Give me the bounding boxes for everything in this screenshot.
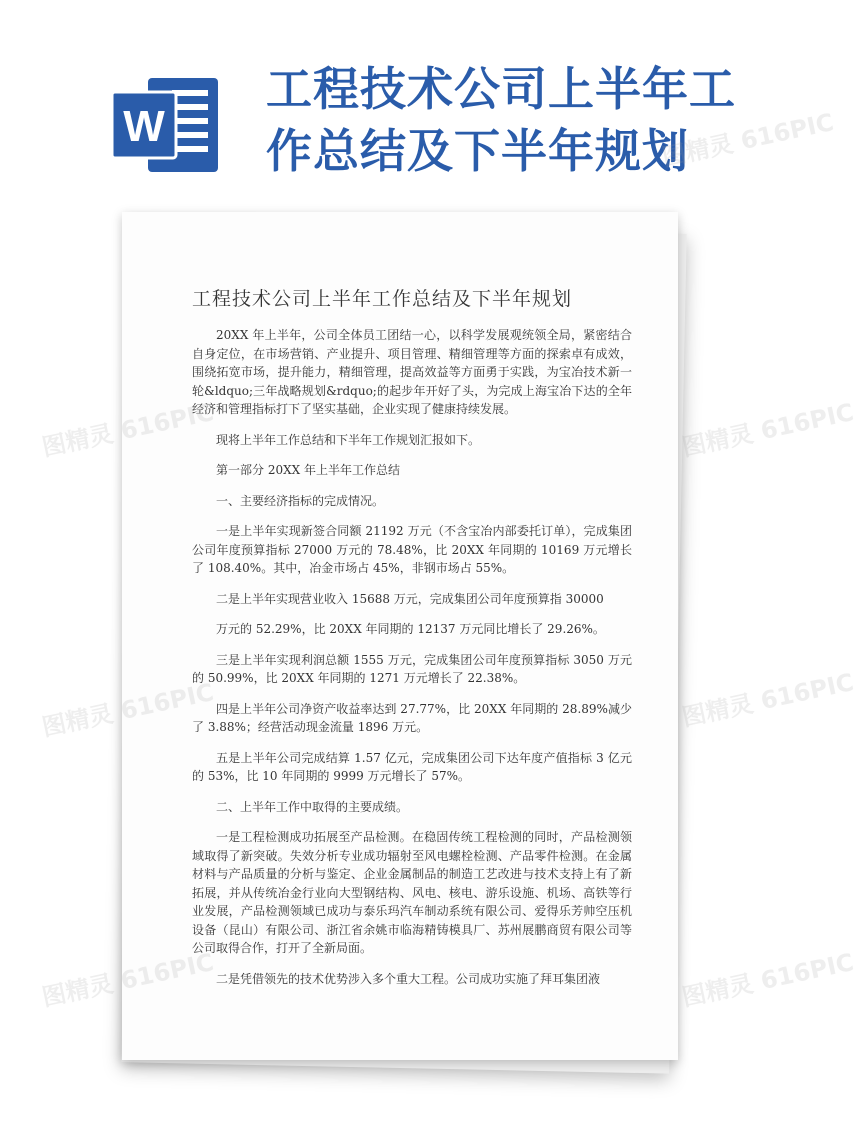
section-heading: 一、主要经济指标的完成情况。 [216, 493, 385, 508]
document-title: 工程技术公司上半年工作总结及下半年规划 [192, 288, 573, 310]
paragraph: 20XX 年上半年，公司全体员工团结一心，以科学发展观统领全局，紧密结合自身定位，在市场营销、产业提升、项目管理、精细管理等方面的探索卓有成效，围绕拓宽市场，提升能力，精细管理，提高效益等方面勇于实践，为宝冶技术新一轮&ldquo;三年战略规划&rdquo;的起步年开好了头，为完成上海宝冶下达的全年经济和管理指标打下了坚实基础，企业实现了健康持续发展。 [192, 328, 632, 416]
paragraph: 一是上半年实现新签合同额 21192 万元（不含宝冶内部委托订单），完成集团公司年度预算指标 27000 万元的 78.48%，比 20XX 年同期的 10169 万元增长了 108.40%。其中，冶金市场占 45%，非钢市场占 55%。 [192, 524, 632, 575]
paragraph: 二是上半年实现营业收入 15688 万元，完成集团公司年度预算指 30000 [216, 591, 604, 606]
section-heading: 二、上半年工作中取得的主要成绩。 [216, 799, 409, 814]
watermark: 图精灵 [39, 969, 116, 1012]
section-heading: 第一部分 20XX 年上半年工作总结 [216, 463, 400, 477]
word-document-icon [112, 70, 222, 180]
watermark: 图精灵 [39, 419, 116, 462]
document-page [122, 212, 678, 1060]
banner-title-line-2: 作总结及下半年规划 [266, 124, 689, 178]
paragraph: 二是凭借领先的技术优势涉入多个重大工程。公司成功实施了拜耳集团液 [216, 971, 601, 986]
paragraph: 三是上半年实现利润总额 1555 万元，完成集团公司年度预算指标 3050 万元的 50.99%，比 20XX 年同期的 1271 万元增长了 22.38%。 [192, 652, 632, 685]
document-body [192, 326, 632, 1000]
banner-title-line-1: 工程技术公司上半年工 [266, 62, 736, 116]
watermark: 图精灵 616PIC [679, 948, 856, 1012]
paragraph: 一是工程检测成功拓展至产品检测。在稳固传统工程检测的同时，产品检测领域取得了新突破。失效分析专业成功辐射至风电螺栓检测、产品零件检测。在金属材料与产品质量的分析与鉴定、企业金属制品的制造工艺改进与技术支持上有了新拓展，并从传统冶金行业向大型钢结构、风电、核电、游乐设施、机场、高铁等行业发展，产品检测领域已成功与泰乐玛汽车制动系统有限公司、爱得乐芳帅空压机设备（昆山）有限公司、浙江省余姚市临海精铸模具厂、苏州展鹏商贸有限公司等公司取得合作，打开了全新局面。 [192, 830, 632, 955]
paragraph: 现将上半年工作总结和下半年工作规划汇报如下。 [216, 432, 481, 447]
svg-text:W: W [123, 102, 165, 151]
paragraph: 万元的 52.29%，比 20XX 年同期的 12137 万元同比增长了 29.26%。 [216, 622, 605, 636]
watermark: 图精灵 616PIC [679, 668, 856, 732]
watermark: 图精灵 616PIC [659, 108, 837, 172]
paragraph: 四是上半年公司净资产收益率达到 27.77%，比 20XX 年同期的 28.89%减少了 3.88%；经营活动现金流量 1896 万元。 [192, 701, 632, 734]
watermark: 图精灵 [39, 699, 116, 742]
paragraph: 五是上半年公司完成结算 1.57 亿元，完成集团公司下达年度产值指标 3 亿元的 53%，比 10 年同期的 9999 万元增长了 57%。 [192, 750, 632, 783]
watermark: 图精灵 616PIC [679, 398, 856, 462]
banner-title [266, 58, 766, 182]
